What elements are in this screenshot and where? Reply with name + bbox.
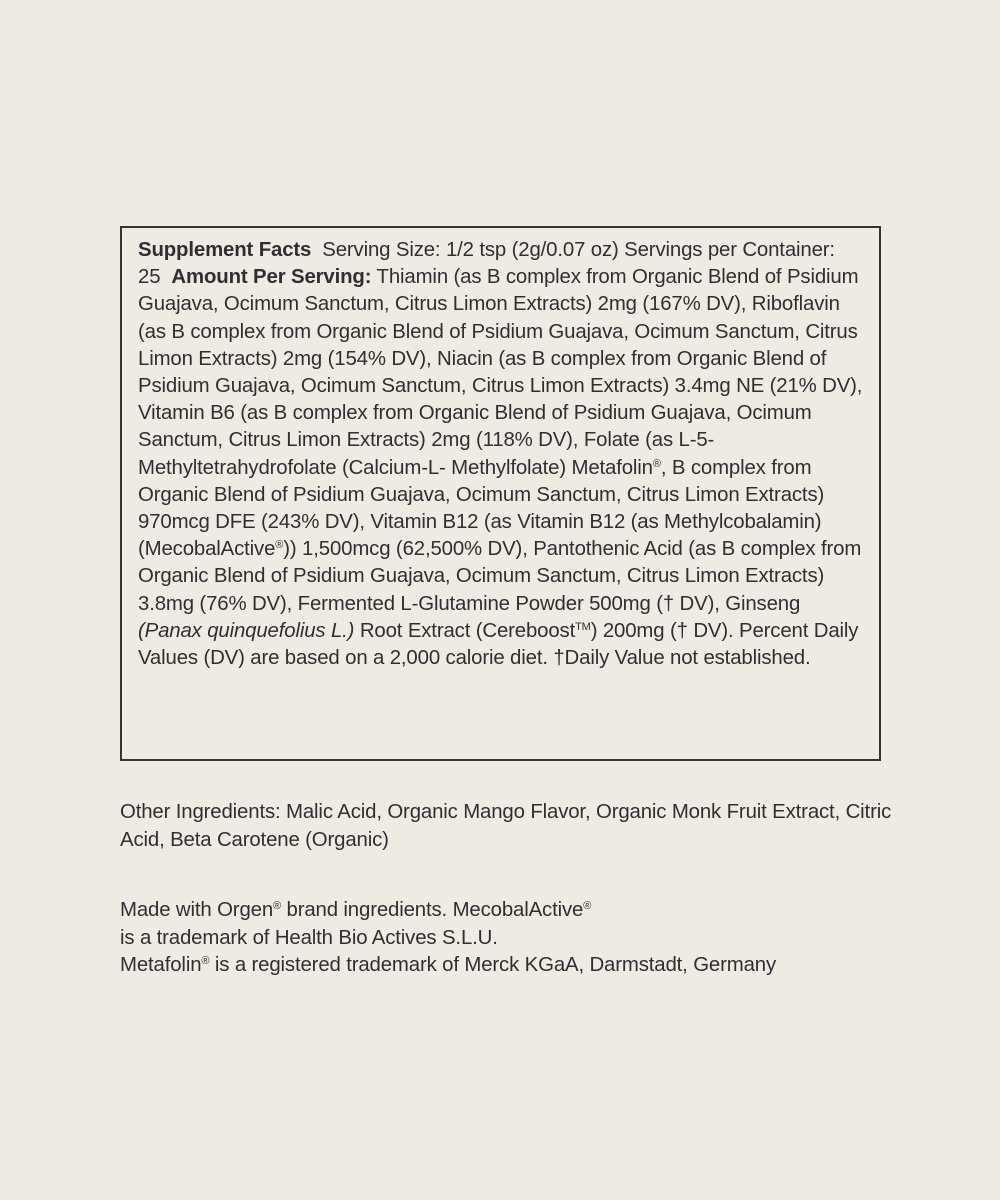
trademark-line-3-start: Metafolin: [120, 954, 202, 976]
trademark-line-1-start: Made with Orgen: [120, 899, 274, 921]
trademark-line-1: [120, 897, 920, 925]
nutrients-part-5: ) 200mg († DV). Percent Daily Values (DV) are based on a 2,000 calorie diet. †Daily Value not established.: [138, 619, 859, 670]
trademark-line-3-end: is a registered trademark of Merck KGaA, Darmstadt, Germany: [209, 954, 777, 976]
trademark-line-3: [120, 952, 920, 980]
nutrients-part-4: Root Extract (Cereboost: [354, 619, 576, 642]
trademark-line-1-end: brand ingredients. MecobalActive: [281, 899, 584, 921]
nutrients-part-1: Thiamin (as B complex from Organic Blend of Psidium Guajava, Ocimum Sanctum, Citrus Limon Extracts) 2mg (167% DV), Riboflavin (as B complex from Organic Blend of Psidium Guajava, Ocimum Sanctum, Citrus Limon Extracts) 2mg (154% DV), Niacin (as B complex from Organic Blend of Psidium Guajava, Ocimum Sanctum, Citrus Limon Extracts) 3.4mg NE (21% DV), Vitamin B6 (as B complex from Organic Blend of Psidium Guajava, Ocimum Sanctum, Citrus Limon Extracts) 2mg (118% DV), Folate (as L-5-Methyltetrahydrofolate (Calcium-L- Methylfolate) Metafolin: [138, 266, 863, 479]
trademark-line-2: is a trademark of Health Bio Actives S.L.U.: [120, 926, 498, 949]
supplement-facts-text: [138, 237, 863, 672]
supplement-facts-heading: Supplement Facts: [138, 239, 312, 261]
registered-mark: ®: [583, 900, 592, 912]
registered-mark: ®: [652, 457, 661, 470]
supplement-facts-panel: [120, 226, 881, 761]
trademark-mark: TM: [575, 620, 591, 633]
nutrients-part-2: , B complex from Organic Blend of Psidium Guajava, Ocimum Sanctum, Citrus Limon Extracts) 970mcg DFE (243% DV), Vitamin B12 (as Vitamin B12 (as Methylcobalamin) (MecobalActive: [138, 456, 825, 561]
other-ingredients: Other Ingredients: Malic Acid, Organic Mango Flavor, Organic Monk Fruit Extract, Citric Acid, Beta Carotene (Organic): [120, 801, 892, 851]
nutrients-part-3: )) 1,500mcg (62,500% DV), Pantothenic Acid (as B complex from Organic Blend of Psidium Guajava, Ocimum Sanctum, Citrus Limon Extracts) 3.8mg (76% DV), Fermented L-Glutamine Powder 500mg († DV), Ginseng: [138, 538, 862, 615]
registered-mark: ®: [275, 539, 284, 552]
amount-per-serving-label: Amount Per Serving:: [171, 266, 372, 289]
ginseng-latin-name: (Panax quinquefolius L.): [138, 619, 355, 642]
trademark-notice: [120, 897, 920, 980]
registered-mark: ®: [273, 900, 281, 912]
registered-mark: ®: [201, 955, 210, 967]
serving-info: Serving Size: 1/2 tsp (2g/0.07 oz) Servings per Container: 25: [138, 239, 835, 289]
